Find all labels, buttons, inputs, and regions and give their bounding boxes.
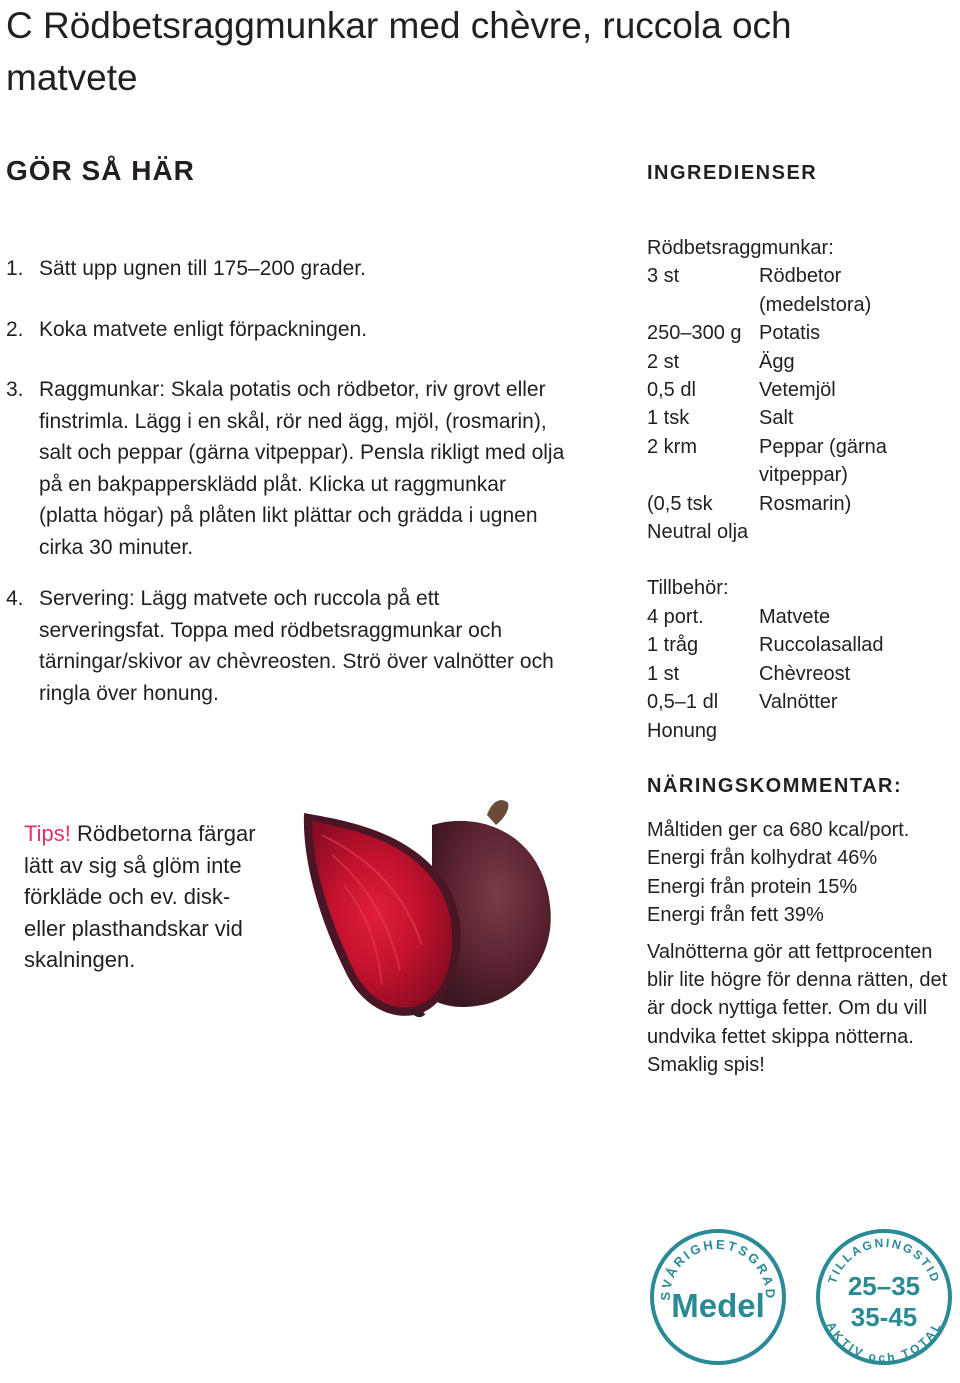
beet-top: [487, 800, 508, 825]
ingredient-name: Ruccolasallad: [759, 634, 884, 657]
ingredient-extra: Honung: [647, 719, 718, 742]
recipe-title: C Rödbetsraggmunkar med chèvre, ruccola och matvete: [6, 5, 792, 98]
time-active: 25–35: [847, 1271, 921, 1301]
instructions-heading: GÖR SÅ HÄR: [6, 155, 195, 186]
beet-illustration: [282, 795, 562, 1020]
ingredient-name: Rosmarin): [759, 492, 852, 515]
ingredient-row: [647, 660, 957, 688]
difficulty-badge: [648, 1227, 788, 1367]
nutrition-heading: NÄRINGSKOMMENTAR:: [647, 775, 903, 797]
ingredient-name: Potatis: [759, 322, 821, 345]
ingredient-name: Peppar (gärna vitpeppar): [759, 435, 887, 487]
ingredient-row: [647, 490, 957, 518]
ingredient-extra: Neutral olja: [647, 521, 749, 544]
difficulty-arc-label: SVÅRIGHETSGRAD: [657, 1236, 779, 1301]
ingredient-qty: 250–300 g: [647, 322, 742, 345]
instruction-list: [6, 253, 566, 709]
instruction-step: [6, 374, 566, 563]
ingredient-name: Matvete: [759, 605, 831, 628]
instruction-step: [6, 583, 566, 709]
ingredient-qty: 1 tråg: [647, 634, 699, 657]
step-text: Sätt upp ugnen till 175–200 grader.: [39, 257, 366, 280]
ingredient-name: Salt: [759, 407, 794, 430]
step-text: Raggmunkar: Skala potatis och rödbetor, riv grovt eller finstrimla. Lägg i en skål, rör ned ägg, mjöl, (rosmarin), salt och peppar (gärna vitpeppar). Pensla rikligt med olja på en bakpappersklädd plåt. Klicka ut raggmunkar (platta högar) på plåten likt plättar och grädda i ugnen cirka 30 minuter.: [39, 378, 565, 559]
ingredient-qty: 0,5–1 dl: [647, 691, 719, 714]
step-text: Servering: Lägg matvete och ruccola på ett serveringsfat. Toppa med rödbetsraggmunkar och tärningar/skivor av chèvreosten. Strö över valnötter och ringla över honung.: [39, 587, 554, 705]
ingredient-row: [647, 319, 957, 347]
time-arc-label: TILLAGNINGSTID: [825, 1235, 943, 1286]
ingredient-row: [647, 348, 957, 376]
ingredient-name: Valnötter: [759, 691, 838, 714]
ingredient-row: [647, 376, 957, 404]
ingredient-qty: 4 port.: [647, 605, 704, 628]
nutrition-line: Energi från fett 39%: [647, 904, 824, 927]
tips-text: Rödbetorna färgar lätt av sig så glöm inte förkläde och ev. disk- eller plasthandskar vid skalningen.: [24, 821, 256, 972]
ingredient-qty: (0,5 tsk: [647, 492, 713, 515]
ingredient-name: Ägg: [759, 350, 795, 373]
ingredient-row: [647, 688, 957, 716]
ingredient-qty: 1 st: [647, 662, 680, 685]
step-text: Koka matvete enligt förpackningen.: [39, 317, 368, 341]
step-number: 1.: [6, 257, 24, 280]
ingredient-row: [647, 262, 957, 319]
ingredients-heading: INGREDIENSER: [647, 162, 818, 184]
ingredient-name: Chèvreost: [759, 662, 851, 685]
ingredient-group-label: Rödbetsraggmunkar:: [647, 237, 834, 259]
ingredient-qty: 2 st: [647, 350, 680, 373]
step-number: 3.: [6, 378, 24, 401]
ingredient-qty: 1 tsk: [647, 407, 690, 430]
ingredient-group-label: Tillbehör:: [647, 577, 729, 600]
ingredient-row: [647, 433, 957, 490]
ingredient-qty: 0,5 dl: [647, 379, 696, 402]
nutrition-info: [647, 816, 960, 1080]
time-total: 35-45: [850, 1302, 918, 1332]
nutrition-line: Måltiden ger ca 680 kcal/port.: [647, 819, 910, 841]
cooking-time-badge: [814, 1227, 954, 1367]
ingredient-qty: 3 st: [647, 265, 680, 288]
ingredient-row: [647, 631, 957, 659]
ingredient-name: Vetemjöl: [759, 379, 836, 402]
ingredient-row: [647, 603, 957, 631]
difficulty-value: Medel: [671, 1287, 765, 1324]
nutrition-line: Energi från kolhydrat 46%: [647, 847, 878, 870]
nutrition-line: Energi från protein 15%: [647, 875, 858, 898]
step-number: 2.: [6, 317, 24, 341]
nutrition-comment: Valnötterna gör att fettprocenten blir lite högre för denna rätten, det är dock nyttiga fetter. Om du vill undvika fettet skippa nötterna. Smaklig spis!: [647, 940, 948, 1077]
ingredient-name: Rödbetor (medelstora): [759, 265, 872, 316]
instruction-step: [6, 253, 566, 285]
tips-box: [24, 818, 264, 976]
step-number: 4.: [6, 587, 24, 610]
ingredients-list: [647, 234, 957, 745]
instruction-step: [6, 314, 566, 346]
ingredient-row: [647, 404, 957, 432]
tips-label: Tips!: [24, 821, 71, 846]
time-arc-bottom-label: AKTIV och TOTAL: [823, 1319, 945, 1365]
ingredient-qty: 2 krm: [647, 435, 697, 458]
